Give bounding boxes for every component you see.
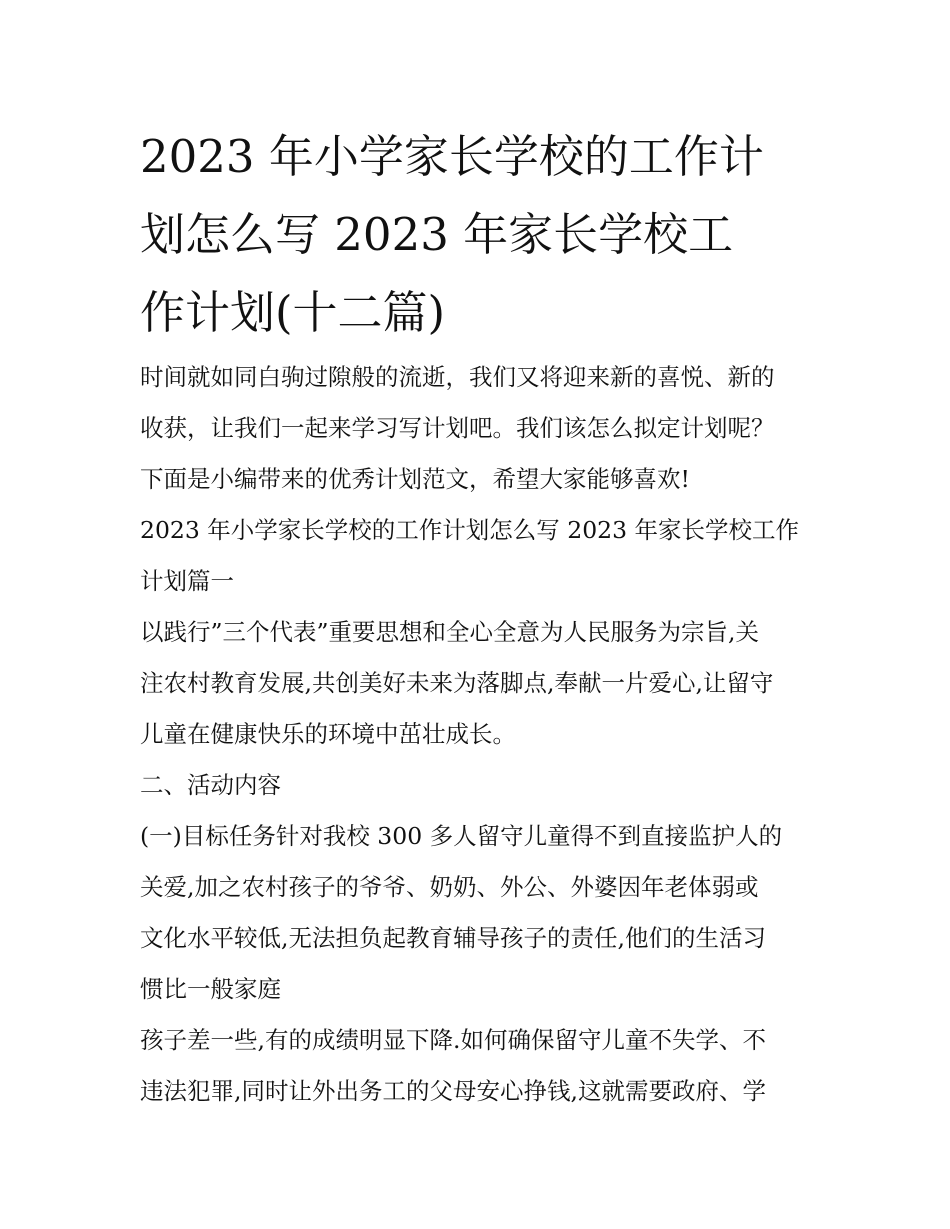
text-line: 关爱,加之农村孩子的爷爷、奶奶、外公、外婆因年老体弱或 bbox=[140, 873, 759, 901]
title-line: 划怎么写 2023 年家长学校工 bbox=[140, 208, 734, 261]
text-line: 惯比一般家庭 bbox=[140, 975, 281, 1003]
title-line: 作计划(十二篇) bbox=[140, 286, 446, 339]
text-line: 儿童在健康快乐的环境中茁壮成长。 bbox=[140, 720, 516, 748]
text-line: 收获，让我们一起来学习写计划吧。我们该怎么拟定计划呢？ bbox=[140, 414, 775, 442]
document-body bbox=[140, 352, 820, 1117]
text-line: 计划篇一 bbox=[140, 567, 234, 595]
section-heading: 二、活动内容 bbox=[140, 771, 281, 799]
text-line: (一)目标任务针对我校 300 多人留守儿童得不到直接监护人的 bbox=[140, 822, 783, 850]
text-line: 注农村教育发展,共创美好未来为落脚点,奉献一片爱心,让留守 bbox=[140, 669, 774, 697]
text-line: 文化水平较低,无法担负起教育辅导孩子的责任,他们的生活习 bbox=[140, 924, 766, 952]
document-title bbox=[140, 118, 820, 352]
text-line: 孩子差一些,有的成绩明显下降.如何确保留守儿童不失学、不 bbox=[140, 1026, 766, 1054]
text-line: 2023 年小学家长学校的工作计划怎么写 2023 年家长学校工作 bbox=[140, 516, 800, 544]
text-line: 违法犯罪,同时让外出务工的父母安心挣钱,这就需要政府、学 bbox=[140, 1077, 766, 1105]
title-line: 2023 年小学家长学校的工作计 bbox=[140, 130, 764, 183]
text-line: 以践行”三个代表”重要思想和全心全意为人民服务为宗旨,关 bbox=[140, 618, 759, 646]
text-line: 时间就如同白驹过隙般的流逝，我们又将迎来新的喜悦、新的 bbox=[140, 363, 775, 391]
text-line: 下面是小编带来的优秀计划范文，希望大家能够喜欢! bbox=[140, 465, 690, 493]
